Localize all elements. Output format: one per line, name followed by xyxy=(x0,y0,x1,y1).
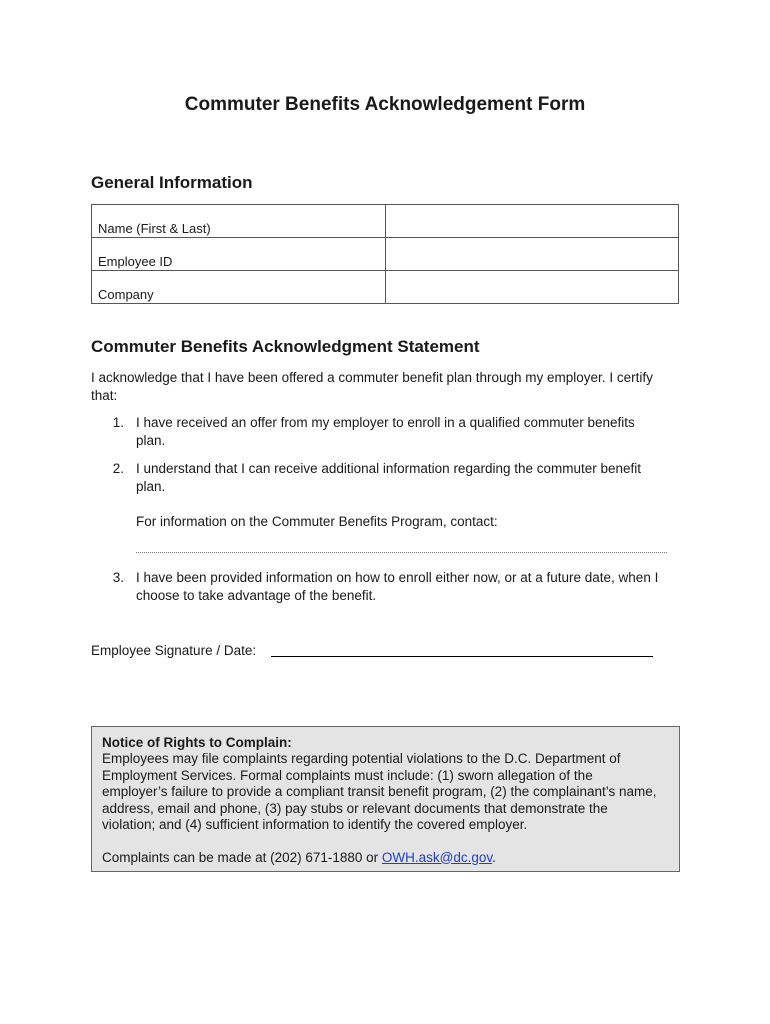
table-row xyxy=(92,271,679,304)
name-label: Name (First & Last) xyxy=(92,205,386,238)
complaint-contact xyxy=(102,850,669,867)
list-item-text: I understand that I can receive additional information regarding the commuter benefit xyxy=(136,461,642,476)
notice-line: Employment Services. Formal complaints must include: (1) sworn allegation of the xyxy=(102,767,593,783)
list-number: 2. xyxy=(112,461,124,476)
statement-heading: Commuter Benefits Acknowledgment Statement xyxy=(91,337,480,356)
notice-line: employer’s failure to provide a compliant transit benefit program, (2) the complainant’s name, xyxy=(102,784,657,799)
notice-title: Notice of Rights to Complain: xyxy=(102,735,292,750)
table-row xyxy=(92,205,679,238)
signature-line xyxy=(271,656,653,657)
name-field[interactable] xyxy=(385,205,678,238)
list-item-text: I have been provided information on how to enroll either now, or at a future date, when I xyxy=(136,570,659,585)
page-title: Commuter Benefits Acknowledgement Form xyxy=(184,94,586,115)
contact-line xyxy=(136,552,667,553)
statement-intro-line: I acknowledge that I have been offered a commuter benefit plan through my employer. I certify xyxy=(91,370,653,385)
list-item xyxy=(100,569,680,605)
company-field[interactable] xyxy=(385,271,678,304)
statement-intro-line: that: xyxy=(91,388,118,403)
list-item-text: choose to take advantage of the benefit. xyxy=(136,588,377,603)
email-link[interactable]: OWH.ask@dc.gov xyxy=(381,849,493,865)
list-item-text: plan. xyxy=(136,479,166,494)
signature-label: Employee Signature / Date: xyxy=(91,643,257,658)
list-number: 3. xyxy=(112,570,124,585)
table-row xyxy=(92,238,679,271)
list-item xyxy=(100,414,680,450)
list-item-text: plan. xyxy=(136,433,166,448)
list-item xyxy=(100,460,680,496)
contact-prompt: For information on the Commuter Benefits Program, contact: xyxy=(136,514,498,529)
general-info-heading: General Information xyxy=(91,173,253,192)
employee-id-label: Employee ID xyxy=(92,238,386,271)
notice-line: violation; and (4) sufficient information to identify the covered employer. xyxy=(102,817,528,832)
company-label: Company xyxy=(92,271,386,304)
contact-field[interactable] xyxy=(136,536,667,552)
list-number: 1. xyxy=(112,415,124,430)
complaint-contact-suffix: . xyxy=(492,849,496,865)
statement-intro xyxy=(91,369,653,405)
notice-line: Employees may file complaints regarding potential violations to the D.C. Department of xyxy=(102,751,621,766)
notice-body xyxy=(102,751,669,834)
signature-field[interactable] xyxy=(271,638,653,655)
notice-line: address, email and phone, (3) pay stubs or relevant documents that demonstrate the xyxy=(102,800,608,816)
notice-box xyxy=(91,726,680,872)
general-info-table xyxy=(91,204,679,304)
complaint-contact-text: Complaints can be made at (202) 671-1880 or xyxy=(102,849,382,865)
list-item-text: I have received an offer from my employer to enroll in a qualified commuter benefits xyxy=(136,415,635,430)
employee-id-field[interactable] xyxy=(385,238,678,271)
